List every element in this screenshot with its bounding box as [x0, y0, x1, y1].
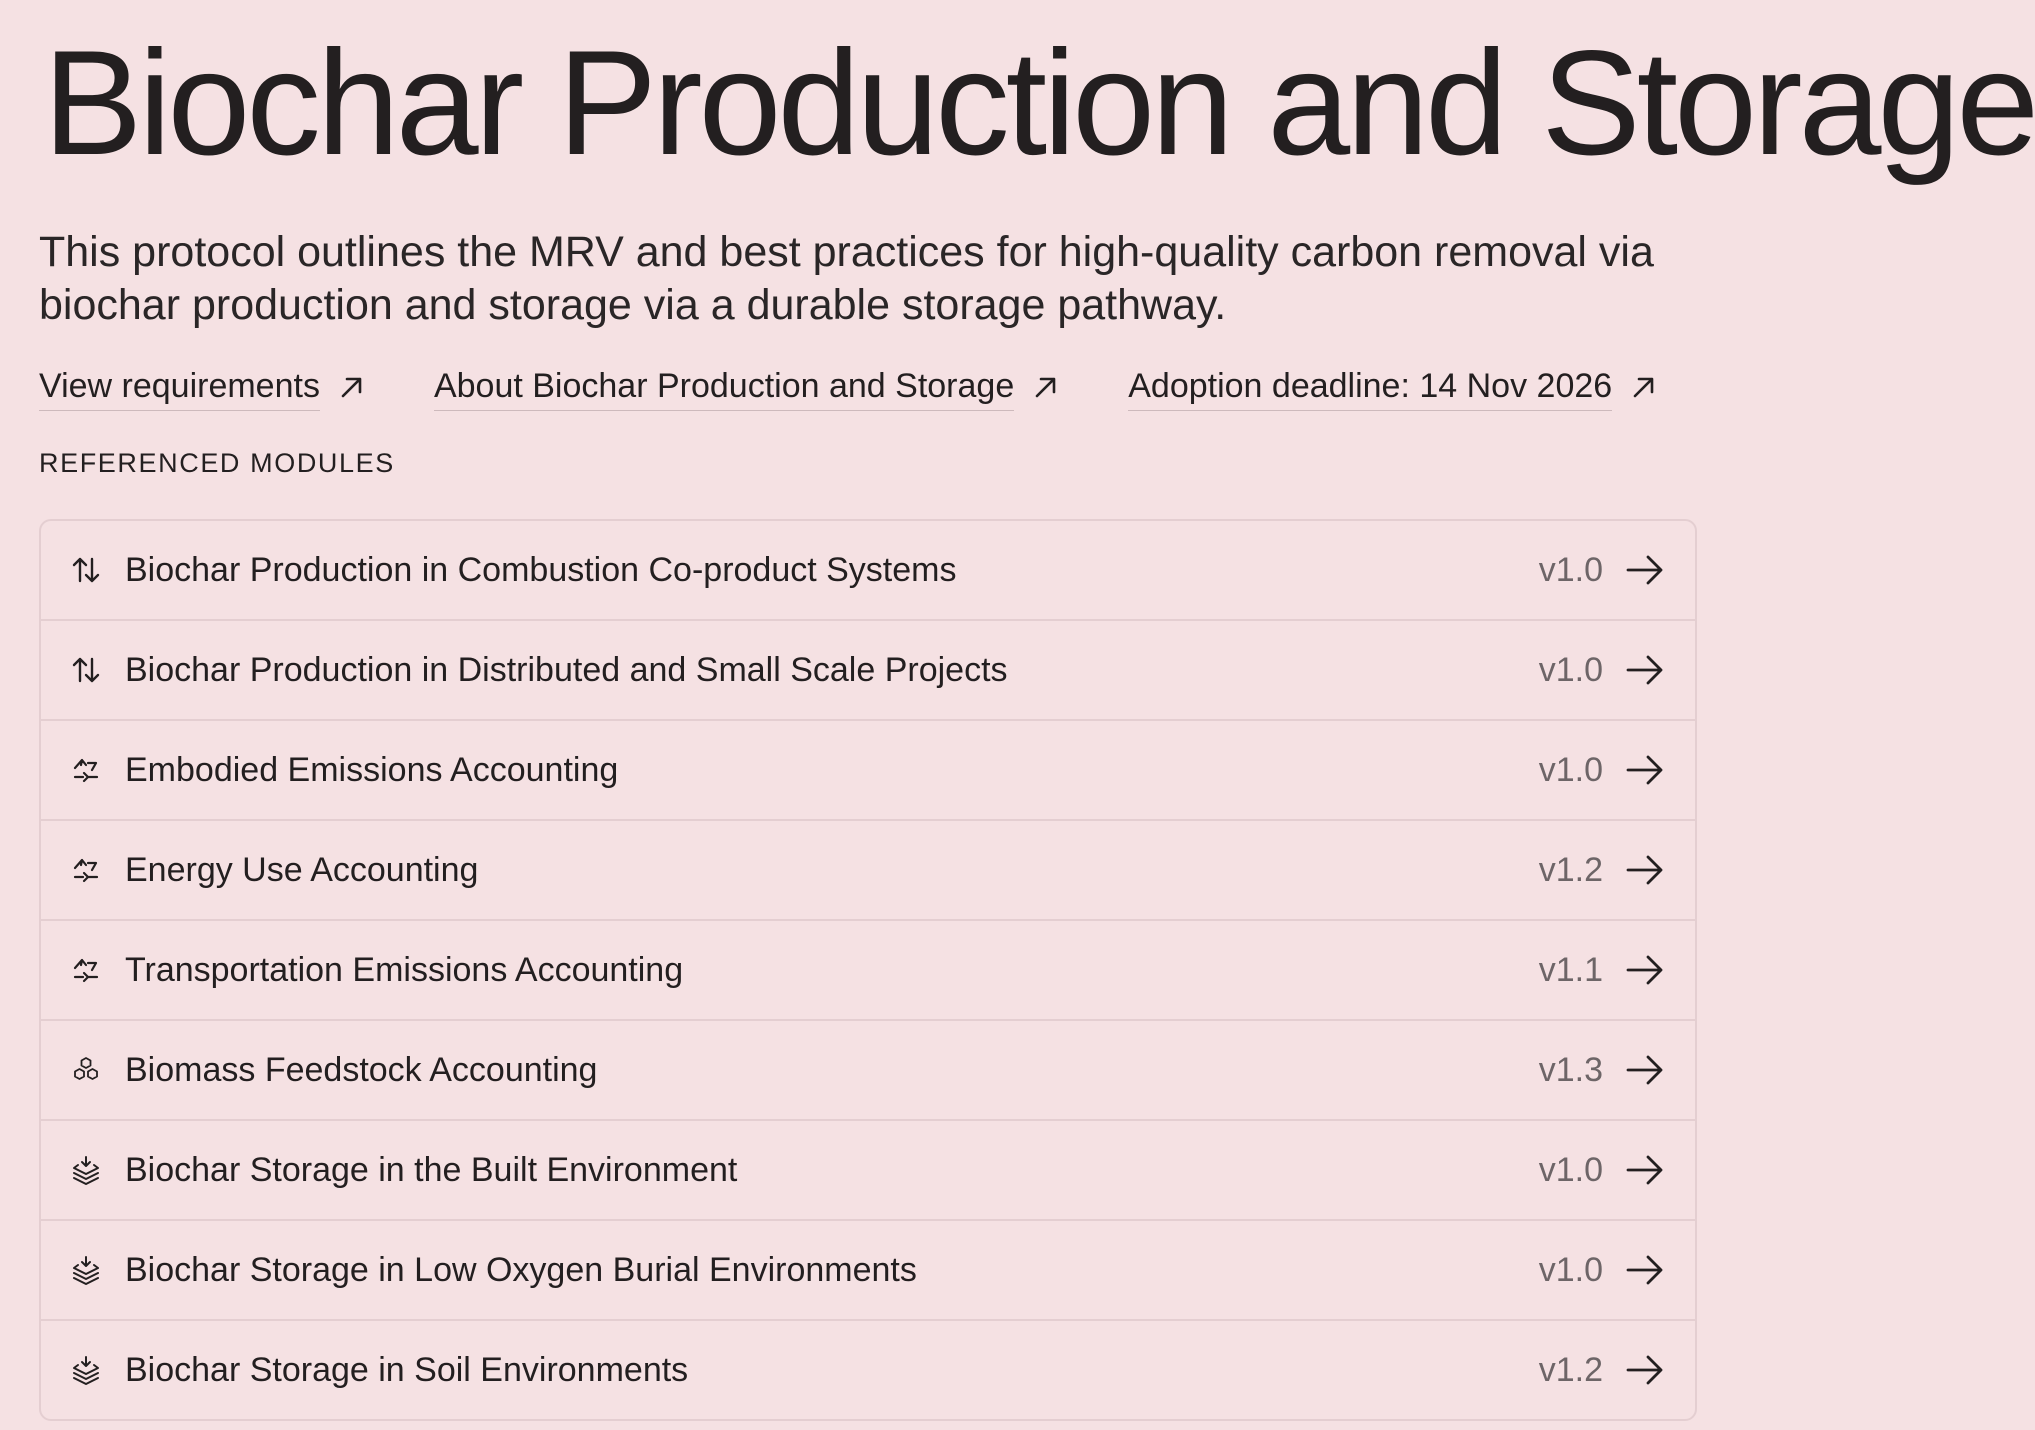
arrow-right-icon — [1625, 854, 1665, 886]
arrow-right-icon — [1625, 954, 1665, 986]
arrow-right-icon — [1625, 1254, 1665, 1286]
module-name: Energy Use Accounting — [125, 850, 479, 889]
module-row[interactable] — [41, 1219, 1695, 1319]
module-version: v1.0 — [1538, 1250, 1603, 1289]
layers-download-icon — [69, 1353, 103, 1387]
module-row[interactable] — [41, 819, 1695, 919]
arrow-right-icon — [1625, 1354, 1665, 1386]
view-requirements-label: View requirements — [39, 364, 320, 411]
module-name: Biochar Production in Combustion Co-product Systems — [125, 550, 957, 589]
adoption-deadline-label: Adoption deadline: 14 Nov 2026 — [1128, 364, 1612, 411]
swap-vertical-icon — [69, 553, 103, 587]
module-name: Biochar Storage in Low Oxygen Burial Environments — [125, 1250, 917, 1289]
arrow-right-icon — [1625, 554, 1665, 586]
referenced-modules-heading: REFERENCED MODULES — [39, 448, 395, 478]
arrow-right-icon — [1625, 1054, 1665, 1086]
about-protocol-link[interactable] — [434, 364, 1060, 411]
arrow-up-right-icon — [1630, 373, 1658, 401]
recycle-arrows-icon — [69, 953, 103, 987]
module-row[interactable] — [41, 1019, 1695, 1119]
page-description: This protocol outlines the MRV and best practices for high-quality carbon removal via biochar production and storage via a durable storage pathway. — [39, 228, 1654, 329]
module-version: v1.0 — [1538, 550, 1603, 589]
arrow-right-icon — [1625, 654, 1665, 686]
arrow-right-icon — [1625, 1154, 1665, 1186]
module-row[interactable] — [41, 619, 1695, 719]
module-row[interactable] — [41, 521, 1695, 619]
protocol-links — [39, 362, 1658, 412]
module-name: Biochar Storage in the Built Environment — [125, 1150, 738, 1189]
module-row[interactable] — [41, 719, 1695, 819]
about-protocol-label: About Biochar Production and Storage — [434, 364, 1014, 411]
module-version: v1.2 — [1538, 850, 1603, 889]
adoption-deadline-link[interactable] — [1128, 364, 1658, 411]
hexagon-cluster-icon — [69, 1053, 103, 1087]
module-row[interactable] — [41, 1119, 1695, 1219]
module-version: v1.2 — [1538, 1350, 1603, 1389]
module-version: v1.0 — [1538, 1150, 1603, 1189]
module-name: Embodied Emissions Accounting — [125, 750, 619, 789]
module-row[interactable] — [41, 1319, 1695, 1419]
arrow-right-icon — [1625, 754, 1665, 786]
module-name: Biochar Storage in Soil Environments — [125, 1350, 689, 1389]
module-name: Biochar Production in Distributed and Small Scale Projects — [125, 650, 1008, 689]
layers-download-icon — [69, 1153, 103, 1187]
arrow-up-right-icon — [338, 373, 366, 401]
module-name: Biomass Feedstock Accounting — [125, 1050, 598, 1089]
recycle-arrows-icon — [69, 753, 103, 787]
page-title: Biochar Production and Storage — [43, 19, 2035, 186]
module-version: v1.0 — [1538, 750, 1603, 789]
arrow-up-right-icon — [1032, 373, 1060, 401]
layers-download-icon — [69, 1253, 103, 1287]
recycle-arrows-icon — [69, 853, 103, 887]
module-row[interactable] — [41, 919, 1695, 1019]
module-version: v1.0 — [1538, 650, 1603, 689]
module-name: Transportation Emissions Accounting — [125, 950, 684, 989]
swap-vertical-icon — [69, 653, 103, 687]
module-version: v1.1 — [1538, 950, 1603, 989]
view-requirements-link[interactable] — [39, 364, 366, 411]
module-list — [39, 519, 1697, 1421]
module-version: v1.3 — [1538, 1050, 1603, 1089]
